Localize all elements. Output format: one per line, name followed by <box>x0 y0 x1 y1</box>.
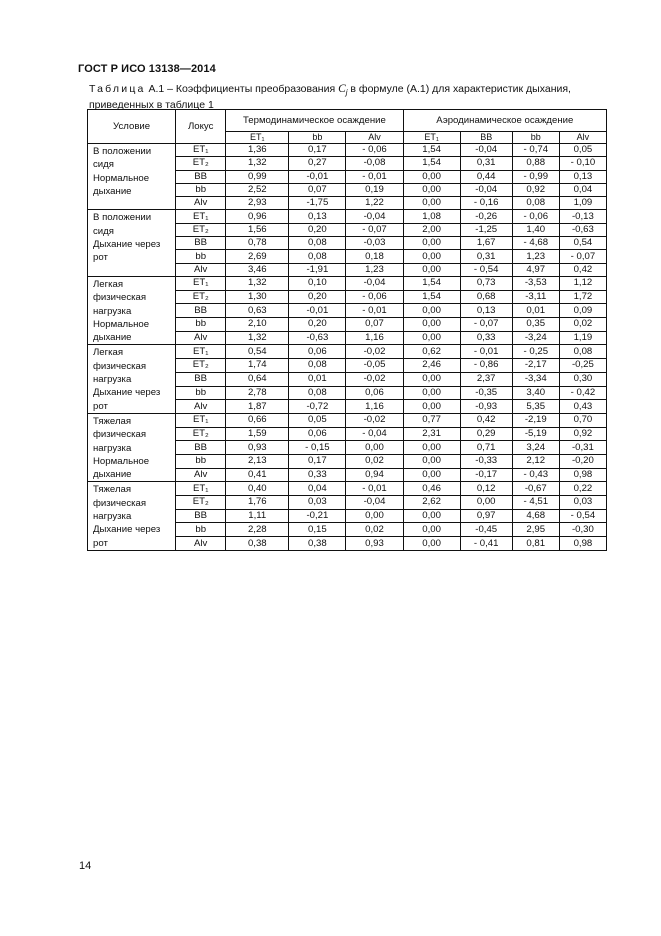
value-cell: 1,40 <box>512 223 559 236</box>
value-cell: 0,00 <box>403 386 460 400</box>
value-cell: -0,67 <box>512 482 559 496</box>
value-cell: 1,23 <box>346 263 403 276</box>
value-cell: - 0,25 <box>512 345 559 359</box>
value-cell: 2,13 <box>226 455 289 469</box>
value-cell: 2,78 <box>226 386 289 400</box>
value-cell: - 4,51 <box>512 496 559 510</box>
value-cell: 0,02 <box>559 318 606 332</box>
value-cell: 0,96 <box>226 210 289 223</box>
value-cell: 0,70 <box>559 413 606 427</box>
value-cell: 0,00 <box>460 496 512 510</box>
value-cell: 0,15 <box>289 523 346 537</box>
value-cell: - 0,04 <box>346 427 403 441</box>
value-cell: -0,33 <box>460 455 512 469</box>
value-cell: -0,93 <box>460 400 512 414</box>
value-cell: 0,00 <box>403 400 460 414</box>
table-row <box>88 144 607 157</box>
value-cell: 0,17 <box>289 144 346 157</box>
value-cell: 0,97 <box>460 509 512 523</box>
value-cell: 0,98 <box>559 468 606 482</box>
value-cell: 0,00 <box>403 250 460 263</box>
value-cell: 1,74 <box>226 359 289 373</box>
value-cell: 0,19 <box>346 183 403 196</box>
value-cell: 0,13 <box>559 170 606 183</box>
value-cell: 0,03 <box>559 496 606 510</box>
value-cell: 0,00 <box>403 331 460 345</box>
value-cell: -0,03 <box>346 237 403 250</box>
condition-cell: Тяжелая физическая нагрузка Дыхание через рот <box>88 482 176 550</box>
value-cell: 0,06 <box>289 345 346 359</box>
value-cell: 2,00 <box>403 223 460 236</box>
value-cell: -3,24 <box>512 331 559 345</box>
value-cell: - 0,01 <box>460 345 512 359</box>
value-cell: - 0,01 <box>346 304 403 318</box>
header-aero-group: Аэродинамическое осаждение <box>403 110 606 132</box>
value-cell: 0,12 <box>460 482 512 496</box>
value-cell: 0,02 <box>346 455 403 469</box>
value-cell: 0,44 <box>460 170 512 183</box>
locus-cell: ET₂ <box>176 157 226 170</box>
value-cell: - 0,16 <box>460 197 512 210</box>
value-cell: 0,00 <box>403 523 460 537</box>
value-cell: 0,20 <box>289 290 346 304</box>
value-cell: 2,46 <box>403 359 460 373</box>
condition-cell: В положении сидя Дыхание через рот <box>88 210 176 276</box>
condition-cell: Тяжелая физическая нагрузка Нормальное дыхание <box>88 413 176 481</box>
value-cell: 0,93 <box>226 441 289 455</box>
value-cell: 0,08 <box>512 197 559 210</box>
value-cell: - 0,10 <box>559 157 606 170</box>
value-cell: 0,98 <box>559 537 606 551</box>
locus-cell: ET₂ <box>176 359 226 373</box>
value-cell: 0,06 <box>346 386 403 400</box>
value-cell: 0,18 <box>346 250 403 263</box>
condition-cell: Легкая физическая нагрузка Дыхание через рот <box>88 345 176 413</box>
value-cell: 0,93 <box>346 537 403 551</box>
value-cell: 0,20 <box>289 318 346 332</box>
value-cell: 1,87 <box>226 400 289 414</box>
value-cell: 0,09 <box>559 304 606 318</box>
value-cell: -1,91 <box>289 263 346 276</box>
value-cell: -1,25 <box>460 223 512 236</box>
value-cell: -0,21 <box>289 509 346 523</box>
value-cell: 0,64 <box>226 372 289 386</box>
value-cell: 1,19 <box>559 331 606 345</box>
value-cell: 0,04 <box>559 183 606 196</box>
value-cell: 1,22 <box>346 197 403 210</box>
value-cell: -0,08 <box>346 157 403 170</box>
table-row <box>88 345 607 359</box>
value-cell: -2,17 <box>512 359 559 373</box>
value-cell: -0,04 <box>460 183 512 196</box>
value-cell: 0,63 <box>226 304 289 318</box>
value-cell: 1,16 <box>346 400 403 414</box>
value-cell: 4,68 <box>512 509 559 523</box>
value-cell: -0,20 <box>559 455 606 469</box>
locus-cell: Alv <box>176 263 226 276</box>
value-cell: -0,04 <box>346 276 403 290</box>
value-cell: 0,08 <box>559 345 606 359</box>
value-cell: -0,31 <box>559 441 606 455</box>
value-cell: 0,00 <box>403 237 460 250</box>
value-cell: 1,32 <box>226 276 289 290</box>
value-cell: 0,00 <box>403 183 460 196</box>
value-cell: 0,05 <box>289 413 346 427</box>
value-cell: 2,28 <box>226 523 289 537</box>
value-cell: 4,97 <box>512 263 559 276</box>
value-cell: - 0,07 <box>460 318 512 332</box>
value-cell: 0,00 <box>403 197 460 210</box>
value-cell: -0,13 <box>559 210 606 223</box>
locus-cell: BB <box>176 509 226 523</box>
value-cell: 1,59 <box>226 427 289 441</box>
caption-text-after: в формуле (А.1) для характеристик дыхания, приведенных в таблице 1 <box>89 83 571 112</box>
value-cell: -0,02 <box>346 345 403 359</box>
value-cell: 0,31 <box>460 250 512 263</box>
table-caption <box>89 83 611 111</box>
document-header: ГОСТ Р ИСО 13138—2014 <box>78 63 216 75</box>
value-cell: - 0,06 <box>346 144 403 157</box>
value-cell: 0,00 <box>403 455 460 469</box>
caption-lead: Таблица <box>89 83 146 95</box>
value-cell: -0,25 <box>559 359 606 373</box>
caption-symbol: C <box>338 83 346 95</box>
value-cell: 1,32 <box>226 157 289 170</box>
value-cell: 1,54 <box>403 290 460 304</box>
value-cell: 0,08 <box>289 359 346 373</box>
locus-cell: BB <box>176 441 226 455</box>
value-cell: 0,22 <box>559 482 606 496</box>
value-cell: 1,08 <box>403 210 460 223</box>
table-row <box>88 413 607 427</box>
locus-cell: Alv <box>176 197 226 210</box>
value-cell: 3,40 <box>512 386 559 400</box>
value-cell: 0,30 <box>559 372 606 386</box>
value-cell: 1,09 <box>559 197 606 210</box>
value-cell: 0,31 <box>460 157 512 170</box>
locus-cell: ET₁ <box>176 345 226 359</box>
value-cell: 0,94 <box>346 468 403 482</box>
value-cell: 0,41 <box>226 468 289 482</box>
locus-cell: ET₂ <box>176 496 226 510</box>
value-cell: 0,77 <box>403 413 460 427</box>
value-cell: 0,73 <box>460 276 512 290</box>
value-cell: 0,03 <box>289 496 346 510</box>
header-aero-bb: bb <box>512 132 559 144</box>
value-cell: 0,29 <box>460 427 512 441</box>
value-cell: 1,67 <box>460 237 512 250</box>
table-row <box>88 482 607 496</box>
value-cell: 0,54 <box>559 237 606 250</box>
locus-cell: BB <box>176 237 226 250</box>
locus-cell: ET₁ <box>176 482 226 496</box>
value-cell: 0,92 <box>512 183 559 196</box>
value-cell: 0,00 <box>403 441 460 455</box>
value-cell: 0,08 <box>289 250 346 263</box>
header-condition: Условие <box>88 110 176 144</box>
value-cell: - 0,01 <box>346 170 403 183</box>
value-cell: 1,56 <box>226 223 289 236</box>
value-cell: -0,04 <box>460 144 512 157</box>
locus-cell: BB <box>176 372 226 386</box>
value-cell: -0,04 <box>346 496 403 510</box>
locus-cell: ET₂ <box>176 290 226 304</box>
value-cell: 0,43 <box>559 400 606 414</box>
value-cell: 0,42 <box>460 413 512 427</box>
value-cell: 0,01 <box>289 372 346 386</box>
value-cell: - 0,07 <box>559 250 606 263</box>
value-cell: - 0,42 <box>559 386 606 400</box>
value-cell: -0,17 <box>460 468 512 482</box>
locus-cell: ET₁ <box>176 413 226 427</box>
value-cell: 0,00 <box>403 468 460 482</box>
value-cell: 0,00 <box>403 170 460 183</box>
value-cell: -0,72 <box>289 400 346 414</box>
value-cell: - 0,74 <box>512 144 559 157</box>
value-cell: 0,81 <box>512 537 559 551</box>
value-cell: 1,23 <box>512 250 559 263</box>
value-cell: 1,12 <box>559 276 606 290</box>
value-cell: 2,10 <box>226 318 289 332</box>
locus-cell: Alv <box>176 400 226 414</box>
value-cell: 0,17 <box>289 455 346 469</box>
value-cell: -0,02 <box>346 372 403 386</box>
value-cell: 2,62 <box>403 496 460 510</box>
value-cell: 0,00 <box>403 372 460 386</box>
value-cell: 0,78 <box>226 237 289 250</box>
header-thermo-et1: ET₁ <box>226 132 289 144</box>
value-cell: -0,63 <box>289 331 346 345</box>
locus-cell: bb <box>176 386 226 400</box>
value-cell: 0,10 <box>289 276 346 290</box>
value-cell: 0,40 <box>226 482 289 496</box>
value-cell: 0,00 <box>346 509 403 523</box>
locus-cell: Alv <box>176 468 226 482</box>
value-cell: 0,54 <box>226 345 289 359</box>
header-aero-BB: BB <box>460 132 512 144</box>
value-cell: -0,30 <box>559 523 606 537</box>
value-cell: 1,54 <box>403 157 460 170</box>
value-cell: 1,76 <box>226 496 289 510</box>
value-cell: -0,45 <box>460 523 512 537</box>
value-cell: 1,30 <box>226 290 289 304</box>
locus-cell: bb <box>176 455 226 469</box>
header-aero-et1: ET₁ <box>403 132 460 144</box>
caption-symbol-sub: j <box>345 88 348 98</box>
value-cell: -0,02 <box>346 413 403 427</box>
value-cell: 0,08 <box>289 386 346 400</box>
value-cell: 0,00 <box>403 304 460 318</box>
value-cell: 0,07 <box>289 183 346 196</box>
value-cell: 1,11 <box>226 509 289 523</box>
value-cell: -5,19 <box>512 427 559 441</box>
value-cell: 0,00 <box>403 263 460 276</box>
locus-cell: bb <box>176 250 226 263</box>
value-cell: 0,00 <box>346 441 403 455</box>
condition-cell: Легкая физическая нагрузка Нормальное дыхание <box>88 276 176 344</box>
locus-cell: ET₂ <box>176 427 226 441</box>
table-row <box>88 276 607 290</box>
locus-cell: BB <box>176 170 226 183</box>
value-cell: 0,00 <box>403 509 460 523</box>
value-cell: 1,72 <box>559 290 606 304</box>
value-cell: 0,68 <box>460 290 512 304</box>
value-cell: -0,01 <box>289 170 346 183</box>
value-cell: -2,19 <box>512 413 559 427</box>
value-cell: 3,24 <box>512 441 559 455</box>
condition-cell: В положении сидя Нормальное дыхание <box>88 144 176 210</box>
value-cell: 0,08 <box>289 237 346 250</box>
locus-cell: ET₁ <box>176 144 226 157</box>
value-cell: -3,11 <box>512 290 559 304</box>
value-cell: 1,32 <box>226 331 289 345</box>
value-cell: -0,63 <box>559 223 606 236</box>
value-cell: - 0,41 <box>460 537 512 551</box>
header-thermo-bb: bb <box>289 132 346 144</box>
value-cell: 2,93 <box>226 197 289 210</box>
value-cell: - 0,07 <box>346 223 403 236</box>
value-cell: 2,52 <box>226 183 289 196</box>
value-cell: 0,06 <box>289 427 346 441</box>
value-cell: 0,38 <box>226 537 289 551</box>
header-thermo-alv: Alv <box>346 132 403 144</box>
value-cell: -3,34 <box>512 372 559 386</box>
value-cell: -0,26 <box>460 210 512 223</box>
value-cell: - 0,54 <box>559 509 606 523</box>
value-cell: - 0,06 <box>346 290 403 304</box>
header-locus: Локус <box>176 110 226 144</box>
value-cell: - 0,06 <box>512 210 559 223</box>
value-cell: 0,38 <box>289 537 346 551</box>
locus-cell: bb <box>176 318 226 332</box>
value-cell: 0,02 <box>346 523 403 537</box>
value-cell: -1,75 <box>289 197 346 210</box>
value-cell: 0,27 <box>289 157 346 170</box>
value-cell: 0,00 <box>403 318 460 332</box>
value-cell: 0,99 <box>226 170 289 183</box>
value-cell: - 0,54 <box>460 263 512 276</box>
value-cell: -0,35 <box>460 386 512 400</box>
value-cell: 2,37 <box>460 372 512 386</box>
value-cell: 0,33 <box>289 468 346 482</box>
value-cell: 3,46 <box>226 263 289 276</box>
value-cell: 1,16 <box>346 331 403 345</box>
value-cell: 0,04 <box>289 482 346 496</box>
value-cell: 1,54 <box>403 144 460 157</box>
value-cell: 0,13 <box>460 304 512 318</box>
value-cell: 1,54 <box>403 276 460 290</box>
value-cell: - 0,43 <box>512 468 559 482</box>
locus-cell: bb <box>176 523 226 537</box>
value-cell: 0,46 <box>403 482 460 496</box>
locus-cell: ET₁ <box>176 210 226 223</box>
value-cell: 0,35 <box>512 318 559 332</box>
locus-cell: ET₂ <box>176 223 226 236</box>
locus-cell: bb <box>176 183 226 196</box>
value-cell: 0,62 <box>403 345 460 359</box>
value-cell: 0,42 <box>559 263 606 276</box>
value-cell: 0,07 <box>346 318 403 332</box>
value-cell: 1,36 <box>226 144 289 157</box>
value-cell: - 0,86 <box>460 359 512 373</box>
locus-cell: ET₁ <box>176 276 226 290</box>
value-cell: 2,95 <box>512 523 559 537</box>
page-number: 14 <box>79 860 92 872</box>
value-cell: 2,69 <box>226 250 289 263</box>
value-cell: 0,20 <box>289 223 346 236</box>
value-cell: 0,05 <box>559 144 606 157</box>
header-thermo-group: Термодинамическое осаждение <box>226 110 403 132</box>
value-cell: - 0,99 <box>512 170 559 183</box>
value-cell: 2,31 <box>403 427 460 441</box>
table-row <box>88 210 607 223</box>
value-cell: - 4,68 <box>512 237 559 250</box>
value-cell: -0,05 <box>346 359 403 373</box>
conversion-coefficients-table <box>87 109 607 551</box>
value-cell: 0,00 <box>403 537 460 551</box>
value-cell: - 0,15 <box>289 441 346 455</box>
value-cell: 2,12 <box>512 455 559 469</box>
header-aero-alv: Alv <box>559 132 606 144</box>
value-cell: 0,88 <box>512 157 559 170</box>
value-cell: 0,01 <box>512 304 559 318</box>
table-body <box>88 144 607 551</box>
value-cell: -0,04 <box>346 210 403 223</box>
value-cell: 5,35 <box>512 400 559 414</box>
locus-cell: Alv <box>176 331 226 345</box>
locus-cell: BB <box>176 304 226 318</box>
caption-text-before: А.1 – Коэффициенты преобразования <box>145 83 339 95</box>
value-cell: -0,01 <box>289 304 346 318</box>
value-cell: -3,53 <box>512 276 559 290</box>
locus-cell: Alv <box>176 537 226 551</box>
value-cell: 0,33 <box>460 331 512 345</box>
value-cell: 0,71 <box>460 441 512 455</box>
value-cell: 0,13 <box>289 210 346 223</box>
value-cell: 0,66 <box>226 413 289 427</box>
value-cell: - 0,01 <box>346 482 403 496</box>
value-cell: 0,92 <box>559 427 606 441</box>
